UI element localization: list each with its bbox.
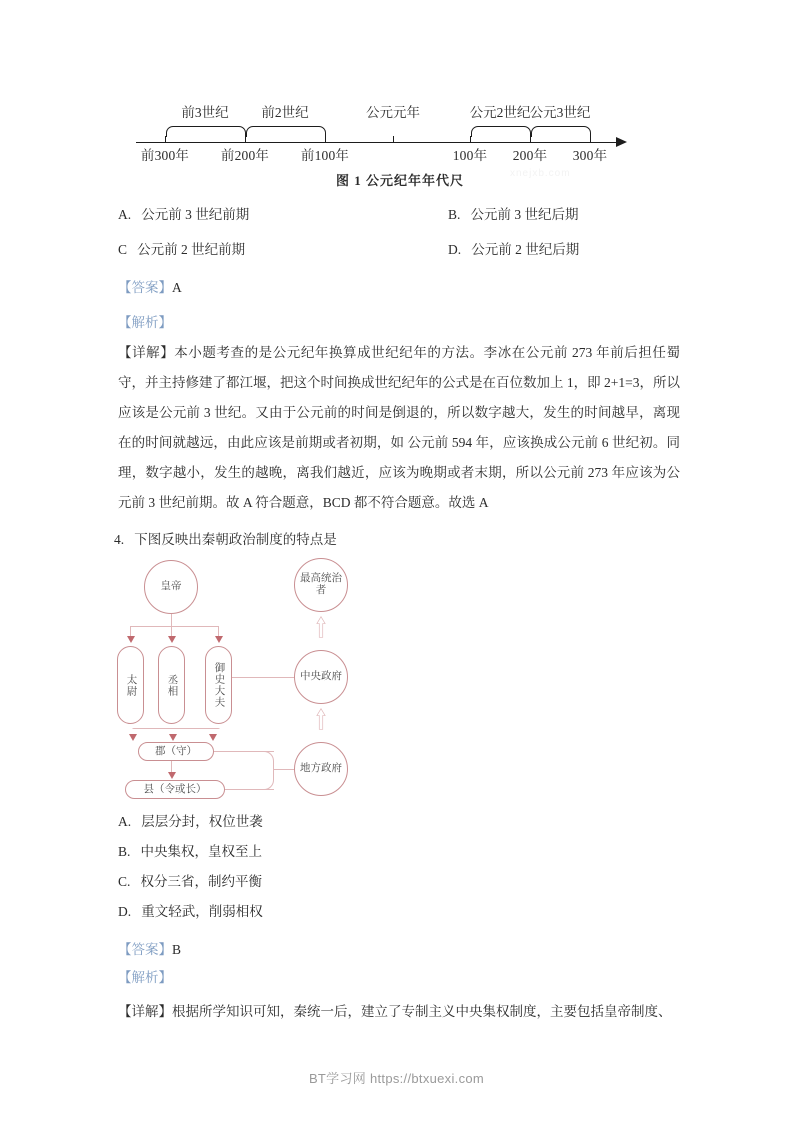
footer-watermark: BT学习网 https://btxuexi.com xyxy=(308,1071,485,1086)
figure-caption: 图 1 公元纪年年代尺 xyxy=(335,173,464,188)
diagram-bracket xyxy=(264,751,274,790)
diagram-connector xyxy=(130,626,218,627)
q3-option-d[interactable] xyxy=(448,240,579,260)
timeline-year-label: 300年 xyxy=(572,148,608,163)
q4-answer-line xyxy=(118,940,181,960)
diagram-arrow-icon xyxy=(129,734,137,741)
q4-option-a-text: 层层分封，权位世袭 xyxy=(141,814,263,829)
timeline-century-label: 公元元年 xyxy=(366,105,420,120)
q3-option-d-text: 公元前 2 世纪后期 xyxy=(471,242,580,257)
diagram-arrow-icon xyxy=(168,772,176,779)
q3-answer-value: A xyxy=(172,280,182,295)
diagram-node-emperor-label: 皇帝 xyxy=(160,581,182,592)
timeline-century-label: 公元2世纪 xyxy=(469,105,531,120)
figure-era-timeline xyxy=(110,96,690,196)
timeline-axis xyxy=(136,142,618,143)
diagram-node-xian-label: 县（令或长） xyxy=(143,783,207,795)
timeline-brace xyxy=(166,126,246,137)
q3-answer-tag: 【答案】 xyxy=(118,280,172,295)
diagram-node-yushidafu xyxy=(205,646,232,724)
diagram-node-jun xyxy=(138,742,214,761)
timeline-tick xyxy=(393,136,394,143)
q4-option-d[interactable] xyxy=(118,902,263,922)
timeline-year-label: 200年 xyxy=(512,148,548,163)
q3-option-d-key: D. xyxy=(448,242,462,257)
diagram-node-taiwei-label: 太尉 xyxy=(125,673,137,697)
q3-option-c-key: C xyxy=(118,242,128,257)
timeline-tick xyxy=(165,136,166,143)
q3-detail-paragraph: 【详解】本小题考查的是公元纪年换算成世纪纪年的方法。李冰在公元前 273 年前后担任蜀守，并主持修建了都江堰，把这个时间换成世纪纪年的公式是在百位数加上 1，即 2+1=3，所以应该是公元前 3 世纪。又由于公元前的时间是倒退的，所以数字越大，发生的时间越早，离现在的时间就越远，由此应该是前期或者初期，如 公元前 594 年，应该换成公元前 6 世纪初。同理，数字越小，发生的越晚，离我们越近，应该为晚期或者末期，所以公元前 273 年应该为公元前 3 世纪前期。故 A 符合题意，BCD 都不符合题意。故选 A xyxy=(118,345,680,510)
q3-option-a[interactable] xyxy=(118,205,249,225)
q3-option-a-text: 公元前 3 世纪前期 xyxy=(141,207,250,222)
figure-watermark: xnejxb.com xyxy=(510,168,571,179)
q4-option-a-key: A. xyxy=(118,814,132,829)
q3-option-b-text: 公元前 3 世纪后期 xyxy=(470,207,579,222)
q4-option-d-key: D. xyxy=(118,904,132,919)
q4-answer-tag: 【答案】 xyxy=(118,942,172,957)
q4-stem-text: 下图反映出秦朝政治制度的特点是 xyxy=(134,532,337,547)
timeline-arrowhead-icon xyxy=(616,137,627,147)
diagram-arrow-icon xyxy=(127,636,135,643)
timeline-year-label: 前300年 xyxy=(140,148,190,163)
timeline-century-label: 前3世纪 xyxy=(181,105,229,120)
diagram-open-arrow-up-icon xyxy=(314,616,328,638)
diagram-arrow-icon xyxy=(215,636,223,643)
timeline-tick xyxy=(590,136,591,143)
diagram-node-yushidafu-label: 御史大夫 xyxy=(213,662,225,708)
timeline-century-label: 前2世纪 xyxy=(261,105,309,120)
q3-answer-line xyxy=(118,278,182,298)
diagram-open-arrow-up-icon xyxy=(314,708,328,730)
timeline-tick xyxy=(245,136,246,143)
timeline-year-label: 前100年 xyxy=(300,148,350,163)
q3-analysis-tag: 【解析】 xyxy=(118,315,172,330)
q4-option-b[interactable] xyxy=(118,842,262,862)
diagram-node-jun-label: 郡（守） xyxy=(155,745,197,757)
diagram-node-local-government-label: 地方政府 xyxy=(300,763,342,774)
diagram-node-emperor xyxy=(144,560,198,614)
diagram-connector xyxy=(232,677,294,678)
diagram-node-local-government xyxy=(294,742,348,796)
q3-option-a-key: A. xyxy=(118,207,132,222)
q3-option-b[interactable] xyxy=(448,205,579,225)
q3-option-c-text: 公元前 2 世纪前期 xyxy=(137,242,246,257)
timeline-tick xyxy=(530,136,531,143)
diagram-arrow-icon xyxy=(168,636,176,643)
timeline-brace xyxy=(471,126,531,137)
timeline-tick xyxy=(325,136,326,143)
diagram-node-xian xyxy=(125,780,225,799)
diagram-node-chengxiang-label: 丞相 xyxy=(166,673,178,697)
diagram-node-central-government-label: 中央政府 xyxy=(300,671,342,682)
q4-option-b-key: B. xyxy=(118,844,131,859)
diagram-connector xyxy=(274,769,294,770)
q4-option-c-text: 权分三省，制约平衡 xyxy=(140,874,263,889)
timeline-year-label: 100年 xyxy=(452,148,488,163)
q4-analysis-tag: 【解析】 xyxy=(118,970,172,985)
diagram-node-taiwei xyxy=(117,646,144,724)
diagram-node-chengxiang xyxy=(158,646,185,724)
q4-answer-value: B xyxy=(172,942,182,957)
diagram-arrow-icon xyxy=(209,734,217,741)
q4-detail-paragraph: 【详解】根据所学知识可知，秦统一后，建立了专制主义中央集权制度，主要包括皇帝制度、 xyxy=(118,1004,672,1019)
q3-option-b-key: B. xyxy=(448,207,461,222)
diagram-node-supreme-ruler-label: 最高统治者 xyxy=(300,573,342,596)
timeline-century-label: 公元3世纪 xyxy=(529,105,591,120)
q4-stem xyxy=(114,530,337,550)
timeline-year-label: 前200年 xyxy=(220,148,270,163)
q4-option-b-text: 中央集权，皇权至上 xyxy=(140,844,263,859)
q4-option-d-text: 重文轻武，削弱相权 xyxy=(141,904,263,919)
q4-option-a[interactable] xyxy=(118,812,263,832)
q3-option-c[interactable] xyxy=(118,240,245,260)
diagram-node-central-government xyxy=(294,650,348,704)
q4-option-c[interactable] xyxy=(118,872,262,892)
diagram-connector xyxy=(171,614,172,626)
timeline-tick xyxy=(470,136,471,143)
q4-number: 4. xyxy=(114,532,125,547)
timeline-brace xyxy=(246,126,326,137)
diagram-node-supreme-ruler xyxy=(294,558,348,612)
timeline-brace xyxy=(531,126,591,137)
figure-qin-government-structure xyxy=(110,556,410,806)
diagram-arrow-icon xyxy=(169,734,177,741)
q4-option-c-key: C. xyxy=(118,874,131,889)
